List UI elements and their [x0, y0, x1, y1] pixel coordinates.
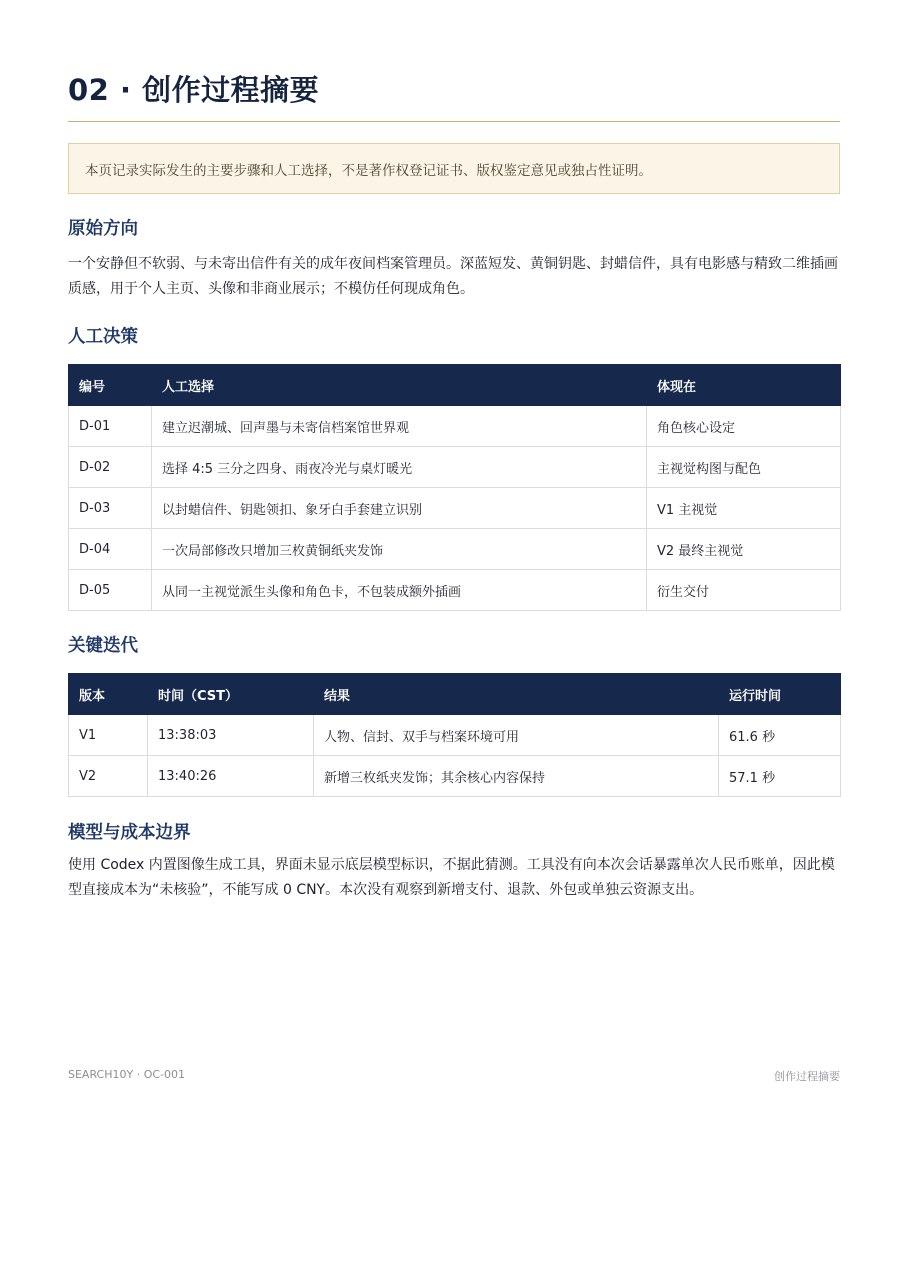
column-header: 体现在 — [647, 365, 841, 406]
footer-section-name: 创作过程摘要 — [774, 1070, 840, 1083]
table-row — [69, 529, 841, 570]
direction-paragraph: 一个安静但不软弱、与未寄出信件有关的成年夜间档案管理员。深蓝短发、黄铜钥匙、封蜡信件，具有电影感与精致二维插画质感，用于个人主页、头像和非商业展示；不模仿任何现成角色。 — [68, 256, 838, 297]
page-title: 02 · 创作过程摘要 — [68, 73, 320, 107]
iteration-version: V1 — [69, 715, 148, 756]
table-row — [69, 756, 841, 797]
table-row — [69, 447, 841, 488]
table-row — [69, 488, 841, 529]
decision-result: V1 主视觉 — [647, 488, 841, 529]
decision-choice: 一次局部修改只增加三枚黄铜纸夹发饰 — [152, 529, 647, 570]
column-header: 人工选择 — [152, 365, 647, 406]
decision-choice: 以封蜡信件、钥匙领扣、象牙白手套建立识别 — [152, 488, 647, 529]
decision-id: D-04 — [69, 529, 152, 570]
decision-id: D-03 — [69, 488, 152, 529]
title-divider — [68, 121, 840, 122]
section-heading-boundary: 模型与成本边界 — [68, 823, 191, 843]
decision-result: 主视觉构图与配色 — [647, 447, 841, 488]
iteration-time: 13:38:03 — [148, 715, 314, 756]
iteration-version: V2 — [69, 756, 148, 797]
footer-document-id: SEARCH10Y · OC-001 — [68, 1068, 186, 1081]
decision-choice: 建立迟潮城、回声墨与未寄信档案馆世界观 — [152, 406, 647, 447]
decision-result: 衍生交付 — [647, 570, 841, 611]
column-header: 编号 — [69, 365, 152, 406]
disclaimer-notice — [68, 143, 840, 194]
decision-choice: 选择 4:5 三分之四身、雨夜冷光与桌灯暖光 — [152, 447, 647, 488]
decision-id: D-01 — [69, 406, 152, 447]
boundary-paragraph: 使用 Codex 内置图像生成工具，界面未显示底层模型标识，不据此猜测。工具没有向本次会话暴露单次人民币账单，因此模型直接成本为“未核验”，不能写成 0 CNY。本次没有观察到新增支付、退款、外包或单独云资源支出。 — [68, 857, 835, 898]
decision-id: D-02 — [69, 447, 152, 488]
decisions-table — [68, 364, 841, 611]
decision-id: D-05 — [69, 570, 152, 611]
iterations-table — [68, 673, 841, 797]
table-header-row — [69, 365, 841, 406]
iteration-runtime: 61.6 秒 — [719, 715, 841, 756]
iteration-runtime: 57.1 秒 — [719, 756, 841, 797]
column-header: 版本 — [69, 674, 148, 715]
decision-result: 角色核心设定 — [647, 406, 841, 447]
column-header: 时间（CST） — [148, 674, 314, 715]
column-header: 结果 — [314, 674, 719, 715]
disclaimer-text: 本页记录实际发生的主要步骤和人工选择，不是著作权登记证书、版权鉴定意见或独占性证明。 — [85, 162, 652, 179]
iteration-result: 人物、信封、双手与档案环境可用 — [314, 715, 719, 756]
section-heading-direction: 原始方向 — [68, 219, 138, 239]
decision-choice: 从同一主视觉派生头像和角色卡，不包装成额外插画 — [152, 570, 647, 611]
table-row — [69, 715, 841, 756]
table-row — [69, 406, 841, 447]
decision-result: V2 最终主视觉 — [647, 529, 841, 570]
iteration-time: 13:40:26 — [148, 756, 314, 797]
section-heading-decisions: 人工决策 — [68, 327, 138, 347]
table-header-row — [69, 674, 841, 715]
page-footer — [68, 1068, 840, 1084]
iteration-result: 新增三枚纸夹发饰；其余核心内容保持 — [314, 756, 719, 797]
table-row — [69, 570, 841, 611]
column-header: 运行时间 — [719, 674, 841, 715]
section-heading-iterations: 关键迭代 — [68, 636, 138, 656]
